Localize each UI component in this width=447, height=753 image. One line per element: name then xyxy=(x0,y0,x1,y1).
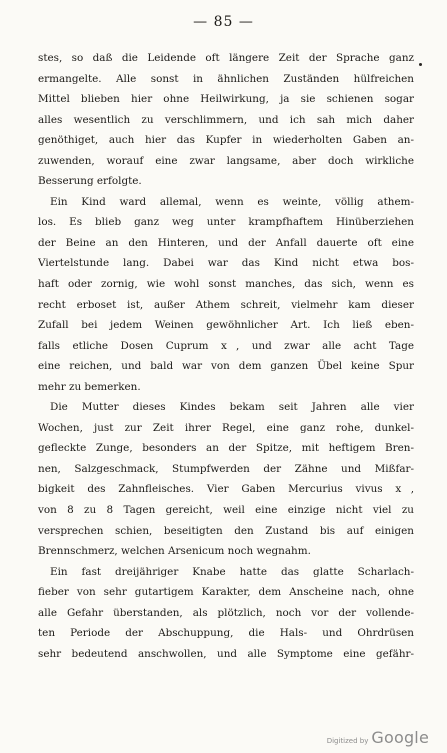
text-line: Mittel blieben hier ohne Heilwirkung, ja sie schienen sogar xyxy=(38,93,414,106)
google-watermark xyxy=(327,728,429,747)
text-line: Die Mutter dieses Kindes bekam seit Jahren alle vier xyxy=(50,401,414,414)
text-line: Viertelstunde lang. Dabei war das Kind nicht etwa bos- xyxy=(38,257,414,270)
text-line: Ein Kind ward allemal, wenn es weinte, völlig athem- xyxy=(50,195,414,208)
text-line: genöthiget, auch hier das Kupfer in wiederholten Gaben an- xyxy=(38,134,414,147)
text-line: sehr bedeutend anschwollen, und alle Symptome eine gefähr- xyxy=(38,647,414,660)
text-line: Ein fast dreijähriger Knabe hatte das glatte Scharlach- xyxy=(50,565,414,578)
text-line: versprechen schien, beseitigten den Zustand bis auf einigen xyxy=(38,524,414,537)
text-line: zuwenden, worauf eine zwar langsame, aber doch wirkliche xyxy=(38,154,414,167)
text-line: mehr zu bemerken. xyxy=(38,380,141,393)
text-line: nen, Salzgeschmack, Stumpfwerden der Zähne und Mißfar- xyxy=(38,462,414,475)
text-line: los. Es blieb ganz weg unter krampfhaftem Hinüberziehen xyxy=(38,216,414,229)
text-line: Wochen, just zur Zeit ihrer Regel, eine ganz rohe, dunkel- xyxy=(38,421,414,434)
margin-mark xyxy=(419,63,422,66)
paragraph-3 xyxy=(38,397,414,561)
paragraph-2 xyxy=(38,192,414,397)
google-logo: Google xyxy=(371,728,429,747)
text-line: Brennschmerz, welchen Arsenicum noch wegnahm. xyxy=(38,545,311,558)
paragraph-1 xyxy=(38,48,414,192)
text-line: alles wesentlich zu verschlimmern, und ich sah mich daher xyxy=(38,113,414,126)
page-number: — 85 — xyxy=(193,14,254,30)
watermark-prefix: Digitized by xyxy=(326,737,369,745)
body-text xyxy=(38,48,414,664)
text-line: bigkeit des Zahnfleisches. Vier Gaben Mercurius vivus ⅹ, xyxy=(38,483,414,496)
text-line: eine reichen, und bald war von dem ganzen Übel keine Spur xyxy=(38,360,414,373)
text-line: ermangelte. Alle sonst in ähnlichen Zuständen hülfreichen xyxy=(38,72,414,85)
text-line: falls etliche Dosen Cuprum ⅹ, und zwar alle acht Tage xyxy=(38,339,414,352)
text-line: Zufall bei jedem Weinen gewöhnlicher Art. Ich ließ eben- xyxy=(38,319,414,332)
text-line: gefleckte Zunge, besonders an der Spitze, mit heftigem Bren- xyxy=(38,442,414,455)
text-line: alle Gefahr überstanden, als plötzlich, noch vor der vollende- xyxy=(38,606,414,619)
text-line: Besserung erfolgte. xyxy=(38,175,142,188)
text-line: der Beine an den Hinteren, und der Anfall dauerte oft eine xyxy=(38,236,414,249)
text-line: recht erboset ist, außer Athem schreit, vielmehr kam dieser xyxy=(38,298,414,311)
text-line: von 8 zu 8 Tagen gereicht, weil eine einzige nicht viel zu xyxy=(38,504,414,517)
paragraph-4 xyxy=(38,562,414,665)
text-line: stes, so daß die Leidende oft längere Zeit der Sprache ganz xyxy=(38,52,414,64)
text-line: haft oder zornig, wie wohl sonst manches, das sich, wenn es xyxy=(38,278,414,291)
text-line: ten Periode der Abschuppung, die Hals- und Ohrdrüsen xyxy=(38,627,414,640)
text-line: fieber von sehr gutartigem Karakter, dem Anscheine nach, ohne xyxy=(38,586,414,599)
